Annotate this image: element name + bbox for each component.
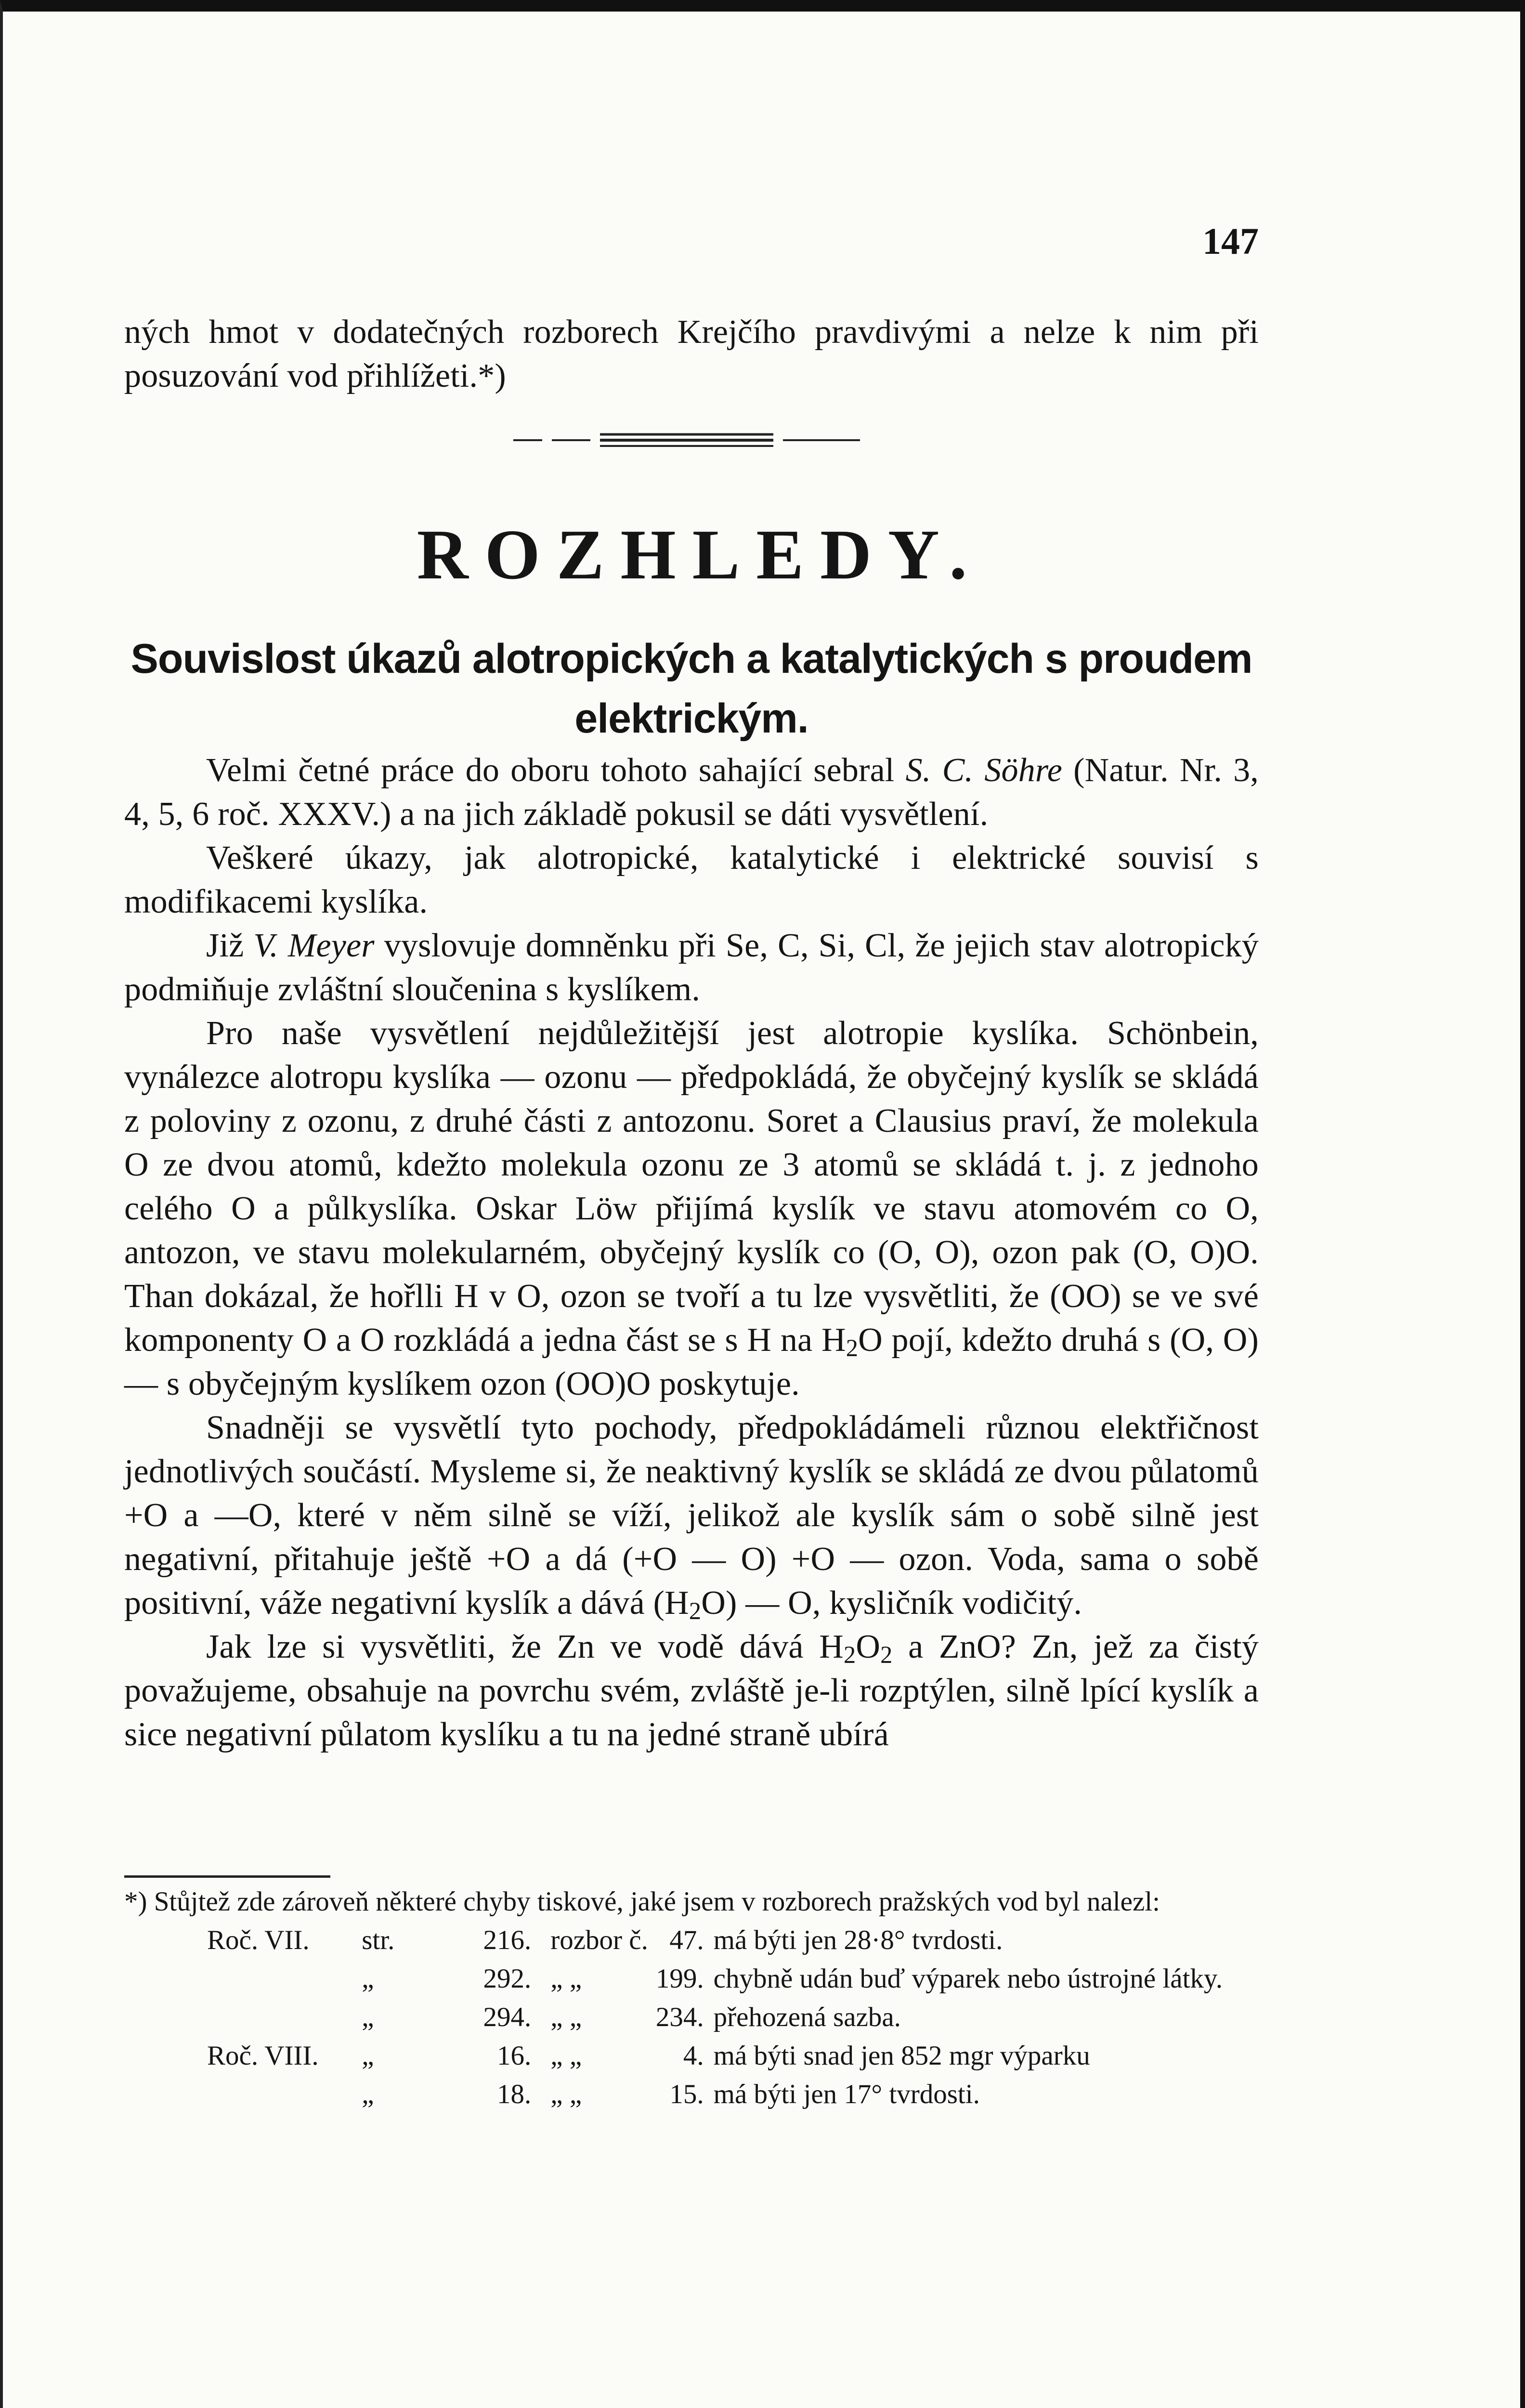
- article-title: Souvislost úkazů alotropických a katalytických s proudem elektrickým.: [130, 636, 1252, 742]
- errata-analysis-number: 15.: [669, 2079, 704, 2109]
- errata-page: 16.: [497, 2041, 532, 2071]
- errata-analysis-label: „ „: [550, 1963, 582, 1994]
- errata-note: má býti jen 28·8° tvrdosti.: [713, 1925, 1003, 1955]
- errata-row: [124, 2037, 1259, 2075]
- errata-table: [124, 1921, 1259, 2114]
- paragraph-6: Jak lze si vysvětliti, že Zn ve vodě dává $H_2O_2$ a ZnO? Zn, jež za čistý považujeme, obsahuje na povrchu svém, zvláště je-li rozptýlen, silně lpící kyslík a sice negativní půlatom kyslíku a tu na jedné straně ubírá: [124, 1628, 1259, 1753]
- errata-page-label: „: [362, 2002, 374, 2032]
- errata-row: [124, 2075, 1259, 2114]
- errata-note: má býti snad jen 852 mgr výparku: [713, 2041, 1090, 2071]
- footnote-text: *) Stůjtež zde zároveň některé chyby tiskové, jaké jsem v rozborech pražských vod byl nalezl:: [124, 1886, 1160, 1917]
- errata-volume: Roč. VII.: [207, 1925, 310, 1955]
- author-name: S. C. Söhre: [905, 752, 1063, 789]
- paragraph-5: Snadněji se vysvětlí tyto pochody, předpokládámeli různou elektřičnost jednotlivých součástí. Mysleme si, že neaktivný kyslík se skládá ze dvou půlatomů +O a —O, které v něm silně se víží, jelikož ale kyslík sám o sobě silně jest negativní, přitahuje ještě +O a dá (+O — O) +O — ozon. Voda, sama o sobě positivní, váže negativní kyslík a dává $(H_2O)$ — O, kysličník vodičitý.: [124, 1409, 1259, 1625]
- errata-analysis-label: „ „: [550, 2041, 582, 2071]
- errata-analysis-label: „ „: [550, 2079, 582, 2109]
- errata-analysis-number: 234.: [655, 2002, 704, 2032]
- errata-page: 292.: [483, 1963, 532, 1994]
- separator-ornament: [513, 431, 860, 448]
- paragraph-2: Veškeré úkazy, jak alotropické, katalytické i elektrické souvisí s modifikacemi kyslíka.: [124, 839, 1259, 920]
- errata-analysis-number: 199.: [655, 1963, 704, 1994]
- section-title: ROZHLEDY.: [417, 515, 984, 594]
- paragraph-4: Pro naše vysvětlení nejdůležitější jest alotropie kyslíka. Schönbein, vynálezce alotropu kyslíka — ozonu — předpokládá, že obyčejný kyslík se skládá z poloviny z ozonu, z druhé části z antozonu. Soret a Clausius praví, že molekula O ze dvou atomů, kdežto molekula ozonu ze 3 atomů se skládá t. j. z jednoho celého O a půlkyslíka. Oskar Löw přijímá kyslík ve stavu atomovém co O, antozon, ve stavu molekularném, obyčejný kyslík co (O, O), ozon pak (O, O)O. Than dokázal, že hořlli H v O, ozon se tvoří a tu lze vysvětliti, že (OO) se ve své komponenty O a O rozkládá a jedna část se s H na $H_2O$ pojí, kdežto druhá s (O, O) — s obyčejným kyslíkem ozon (OO)O poskytuje.: [124, 1015, 1259, 1402]
- footnote: [124, 1883, 1259, 2114]
- author-name: V. Meyer: [253, 927, 375, 964]
- errata-row: [124, 1998, 1259, 2037]
- errata-analysis-number: 4.: [683, 2041, 704, 2071]
- errata-note: přehozená sazba.: [713, 2002, 901, 2032]
- errata-page-label: „: [362, 2041, 374, 2071]
- errata-volume: [124, 1960, 362, 1998]
- paragraph-3: Již V. Meyer vyslovuje domněnku při Se, C, Si, Cl, že jejich stav alotropický podmiňuje zvláštní sloučenina s kyslíkem.: [124, 927, 1259, 1008]
- errata-page: 18.: [497, 2079, 532, 2109]
- errata-volume: Roč. VIII.: [207, 2041, 319, 2071]
- errata-page: 294.: [483, 2002, 532, 2032]
- errata-volume: [124, 2075, 362, 2114]
- errata-note: má býti jen 17° tvrdosti.: [713, 2079, 980, 2109]
- errata-analysis-label: rozbor č.: [550, 1925, 648, 1955]
- errata-volume: [124, 1998, 362, 2037]
- errata-analysis-label: „ „: [550, 2002, 582, 2032]
- errata-page-label: „: [362, 2079, 374, 2109]
- page-number: 147: [1202, 220, 1259, 262]
- article-body: [124, 748, 1259, 1756]
- errata-page: 216.: [483, 1925, 532, 1955]
- errata-page-label: str.: [362, 1925, 395, 1955]
- intro-paragraph: ných hmot v dodatečných rozborech Krejčího pravdivými a nelze k nim při posuzování vod přihlížeti.*): [124, 314, 1259, 394]
- errata-note: chybně udán buď výparek nebo ústrojné látky.: [713, 1963, 1223, 1994]
- footnote-rule: [124, 1875, 330, 1878]
- errata-row: [124, 1960, 1259, 1998]
- errata-row: [124, 1921, 1259, 1960]
- paragraph-1: Velmi četné práce do oboru tohoto sahající sebral S. C. Söhre (Natur. Nr. 3, 4, 5, 6 roč. XXXV.) a na jich základě pokusil se dáti vysvětlení.: [124, 752, 1259, 833]
- errata-page-label: „: [362, 1963, 374, 1994]
- errata-analysis-number: 47.: [669, 1925, 704, 1955]
